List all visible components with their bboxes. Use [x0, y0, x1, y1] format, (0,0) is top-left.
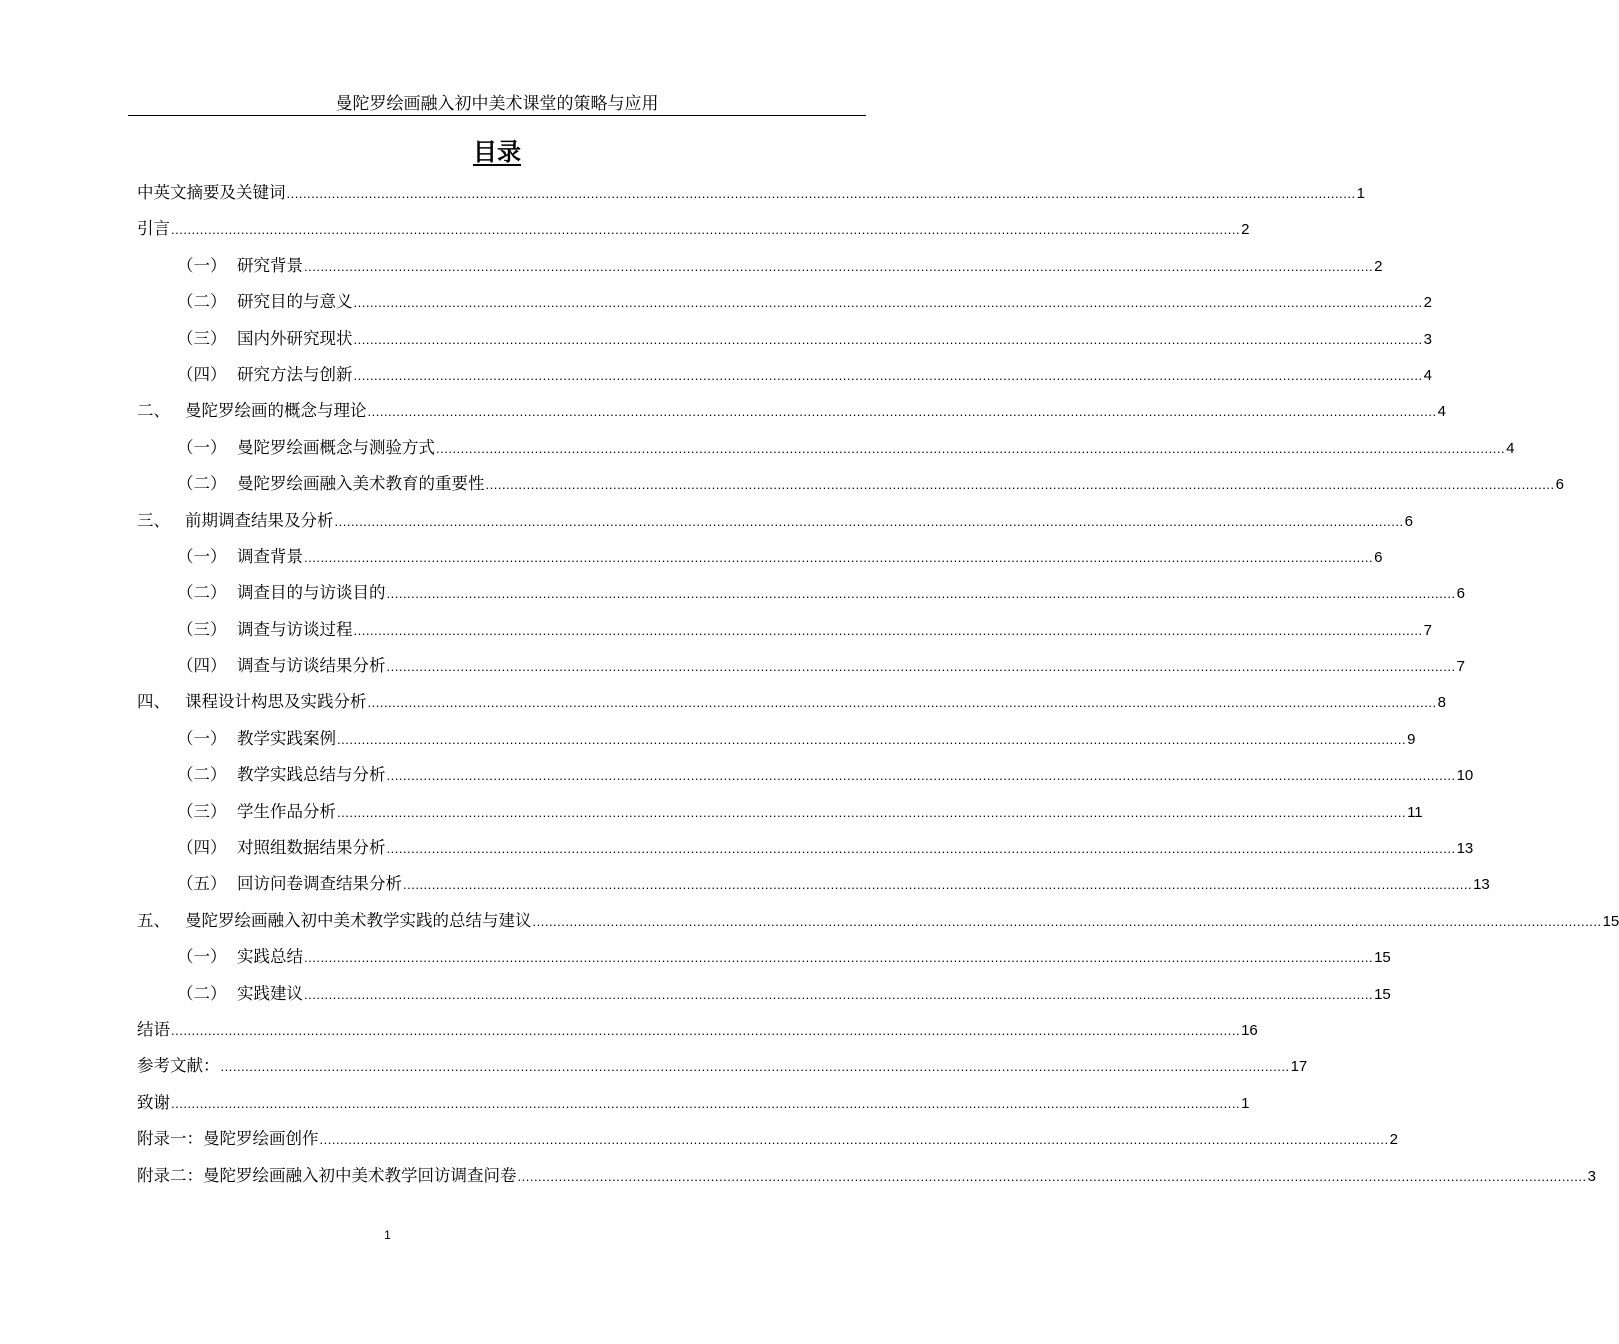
toc-entry-text: 附录二：曼陀罗绘画融入初中美术教学回访调查问卷	[137, 1165, 517, 1185]
toc-entry[interactable]	[137, 466, 1564, 502]
toc-entry-number: （四）	[177, 838, 227, 858]
toc-entry-number: （二）	[177, 983, 227, 1003]
toc-entry-number: （二）	[177, 765, 227, 785]
toc-entry[interactable]	[137, 1048, 1308, 1084]
toc-entry[interactable]	[137, 248, 1383, 284]
toc-entry[interactable]	[137, 866, 1490, 902]
toc-entry-page: 6	[1555, 476, 1564, 494]
toc-entry-number: （三）	[177, 801, 227, 821]
toc-entry-text: 研究方法与创新	[237, 364, 353, 384]
toc-entry-number: （一）	[177, 255, 227, 275]
toc-entry-text: 研究背景	[237, 255, 303, 275]
toc-leader-dots: ....................................................................................................................................................................................................................................................................	[436, 440, 1506, 456]
toc-entry-page: 17	[1290, 1058, 1308, 1076]
toc-entry-text: 中英文摘要及关键词	[137, 183, 286, 202]
toc-entry[interactable]	[137, 175, 1365, 211]
toc-leader-dots: ....................................................................................................................................................................................................................................................................	[386, 659, 1456, 675]
toc-entry[interactable]	[137, 794, 1423, 830]
toc-entry-number: （一）	[177, 947, 227, 967]
toc-entry-page: 16	[1241, 1021, 1258, 1039]
toc-entry-page: 2	[1423, 294, 1432, 312]
toc-entry[interactable]	[137, 903, 1619, 939]
toc-leader-dots: ....................................................................................................................................................................................................................................................................	[304, 258, 1374, 274]
toc-entry-text: 研究目的与意义	[237, 292, 353, 312]
toc-entry-number: 二、	[137, 401, 170, 421]
toc-leader-dots: ....................................................................................................................................................................................................................................................................	[286, 186, 1356, 201]
toc-entry-text: 调查与访谈结果分析	[237, 656, 386, 676]
toc-entry-number: （三）	[177, 619, 227, 639]
toc-entry-page: 4	[1437, 403, 1446, 421]
toc-leader-dots: ....................................................................................................................................................................................................................................................................	[485, 477, 1555, 493]
toc-leader-dots: ....................................................................................................................................................................................................................................................................	[386, 841, 1456, 857]
toc-leader-dots: ....................................................................................................................................................................................................................................................................	[517, 1168, 1587, 1184]
toc-leader-dots: ....................................................................................................................................................................................................................................................................	[337, 731, 1407, 747]
toc-entry-page: 13	[1473, 876, 1490, 894]
toc-leader-dots: ....................................................................................................................................................................................................................................................................	[304, 986, 1374, 1002]
toc-leader-dots: ....................................................................................................................................................................................................................................................................	[403, 877, 1473, 893]
toc-entry-page: 15	[1602, 912, 1619, 930]
toc-entry-page: 2	[1389, 1131, 1398, 1149]
toc-entry-page: 4	[1423, 366, 1432, 384]
toc-leader-dots: ....................................................................................................................................................................................................................................................................	[367, 404, 1437, 420]
toc-entry-page: 1	[1241, 1094, 1250, 1112]
toc-entry-number: （一）	[177, 437, 227, 457]
toc-entry-text: 附录一：曼陀罗绘画创作	[137, 1129, 319, 1149]
footer-page-number: 1	[384, 1228, 391, 1242]
toc-entry-text: 前期调查结果及分析	[185, 510, 334, 530]
toc-entry-page: 15	[1374, 949, 1391, 967]
toc-entry[interactable]	[137, 393, 1446, 429]
toc-leader-dots: ....................................................................................................................................................................................................................................................................	[171, 1022, 1241, 1038]
toc-entry-number: 四、	[137, 692, 170, 712]
toc-entry-page: 9	[1407, 730, 1416, 748]
toc-entry-text: 实践总结	[237, 947, 303, 967]
toc-entry-number: （二）	[177, 583, 227, 603]
toc-entry[interactable]	[137, 430, 1515, 466]
toc-entry[interactable]	[137, 503, 1413, 539]
toc-entry-text: 国内外研究现状	[237, 328, 353, 348]
toc-entry[interactable]	[137, 976, 1391, 1012]
toc-leader-dots: ....................................................................................................................................................................................................................................................................	[386, 768, 1456, 784]
toc-entry-text: 曼陀罗绘画融入美术教育的重要性	[237, 474, 485, 494]
toc-entry-number: 五、	[137, 910, 170, 930]
toc-entry[interactable]	[137, 211, 1250, 247]
toc-entry-text: 课程设计构思及实践分析	[185, 692, 367, 712]
toc-entry-text: 调查与访谈过程	[237, 619, 353, 639]
toc-entry-text: 实践建议	[237, 983, 303, 1003]
toc-entry-page: 11	[1407, 803, 1423, 821]
toc-entry-text: 结语	[137, 1019, 170, 1039]
toc-leader-dots: ....................................................................................................................................................................................................................................................................	[353, 367, 1423, 383]
toc-entry[interactable]	[137, 648, 1465, 684]
toc-entry-text: 曼陀罗绘画概念与测验方式	[237, 437, 435, 457]
toc-entry-text: 教学实践案例	[237, 728, 336, 748]
toc-entry-number: （五）	[177, 874, 227, 894]
toc-entry-page: 10	[1456, 767, 1474, 785]
toc-entry-text: 致谢	[137, 1092, 170, 1112]
toc-entry[interactable]	[137, 721, 1416, 757]
toc-entry[interactable]	[137, 1158, 1596, 1194]
toc-entry[interactable]	[137, 830, 1474, 866]
running-header-title: 曼陀罗绘画融入初中美术课堂的策略与应用	[335, 94, 659, 114]
toc-entry-number: （一）	[177, 728, 227, 748]
toc-entry[interactable]	[137, 1085, 1250, 1121]
toc-leader-dots: ....................................................................................................................................................................................................................................................................	[304, 549, 1374, 565]
toc-entry[interactable]	[137, 1012, 1258, 1048]
toc-entry-page: 6	[1404, 512, 1413, 530]
toc-entry-page: 7	[1423, 621, 1432, 639]
toc-leader-dots: ....................................................................................................................................................................................................................................................................	[319, 1132, 1389, 1148]
toc-entry-text: 对照组数据结果分析	[237, 838, 386, 858]
toc-leader-dots: ....................................................................................................................................................................................................................................................................	[353, 295, 1423, 311]
toc-entry[interactable]	[137, 939, 1391, 975]
toc-entry-number: （四）	[177, 364, 227, 384]
toc-entry-number: （一）	[177, 546, 227, 566]
toc-leader-dots: ....................................................................................................................................................................................................................................................................	[367, 695, 1437, 711]
toc-entry-page: 1	[1356, 185, 1365, 202]
toc-entry-text: 曼陀罗绘画的概念与理论	[185, 401, 367, 421]
toc-leader-dots: ....................................................................................................................................................................................................................................................................	[532, 913, 1602, 929]
toc-leader-dots: ....................................................................................................................................................................................................................................................................	[337, 804, 1407, 820]
toc-heading-text: 目录	[473, 137, 521, 166]
toc-entry-text: 参考文献：	[137, 1056, 220, 1076]
toc-entry-page: 2	[1241, 221, 1250, 239]
toc-entry-number: （二）	[177, 474, 227, 494]
toc-leader-dots: ....................................................................................................................................................................................................................................................................	[304, 950, 1374, 966]
toc-entry[interactable]	[137, 321, 1432, 357]
toc-leader-dots: ....................................................................................................................................................................................................................................................................	[171, 222, 1241, 238]
toc-entry-page: 3	[1423, 330, 1432, 348]
toc-entry-number: 三、	[137, 510, 170, 530]
toc-entry[interactable]	[137, 357, 1432, 393]
toc-entry-page: 3	[1587, 1167, 1596, 1185]
toc-heading	[128, 135, 866, 169]
toc-entry[interactable]	[137, 1121, 1398, 1157]
toc-entry-text: 学生作品分析	[237, 801, 336, 821]
toc-entry[interactable]	[137, 284, 1432, 320]
toc-entry-text: 回访问卷调查结果分析	[237, 874, 402, 894]
toc-entry-page: 13	[1456, 840, 1474, 858]
toc-entry-page: 6	[1374, 548, 1383, 566]
toc-leader-dots: ....................................................................................................................................................................................................................................................................	[353, 331, 1423, 347]
toc-leader-dots: ....................................................................................................................................................................................................................................................................	[334, 513, 1404, 529]
toc-entry-page: 6	[1456, 585, 1465, 603]
toc-entry-text: 曼陀罗绘画融入初中美术教学实践的总结与建议	[185, 910, 532, 930]
header-rule	[128, 115, 866, 116]
toc-entry-text: 调查背景	[237, 546, 303, 566]
toc-entry-number: （四）	[177, 656, 227, 676]
toc-leader-dots: ....................................................................................................................................................................................................................................................................	[353, 622, 1423, 638]
toc-entry[interactable]	[137, 575, 1465, 611]
toc-entry[interactable]	[137, 612, 1432, 648]
toc-leader-dots: ....................................................................................................................................................................................................................................................................	[220, 1059, 1290, 1075]
toc-leader-dots: ....................................................................................................................................................................................................................................................................	[386, 586, 1456, 602]
toc-entry-number: （三）	[177, 328, 227, 348]
toc-entry[interactable]	[137, 757, 1474, 793]
toc-entry-text: 教学实践总结与分析	[237, 765, 386, 785]
toc-entry-page: 15	[1374, 985, 1391, 1003]
toc-entry-text: 引言	[137, 219, 170, 239]
toc-entry-page: 4	[1506, 439, 1515, 457]
toc-leader-dots: ....................................................................................................................................................................................................................................................................	[171, 1095, 1241, 1111]
toc-entry-number: （二）	[177, 292, 227, 312]
toc-entry-text: 调查目的与访谈目的	[237, 583, 386, 603]
toc-entry[interactable]	[137, 684, 1446, 720]
toc-entry-page: 8	[1437, 694, 1446, 712]
toc-entry-page: 2	[1374, 257, 1383, 275]
table-of-contents	[137, 175, 1619, 1194]
toc-entry[interactable]	[137, 539, 1383, 575]
toc-entry-page: 7	[1456, 658, 1465, 676]
